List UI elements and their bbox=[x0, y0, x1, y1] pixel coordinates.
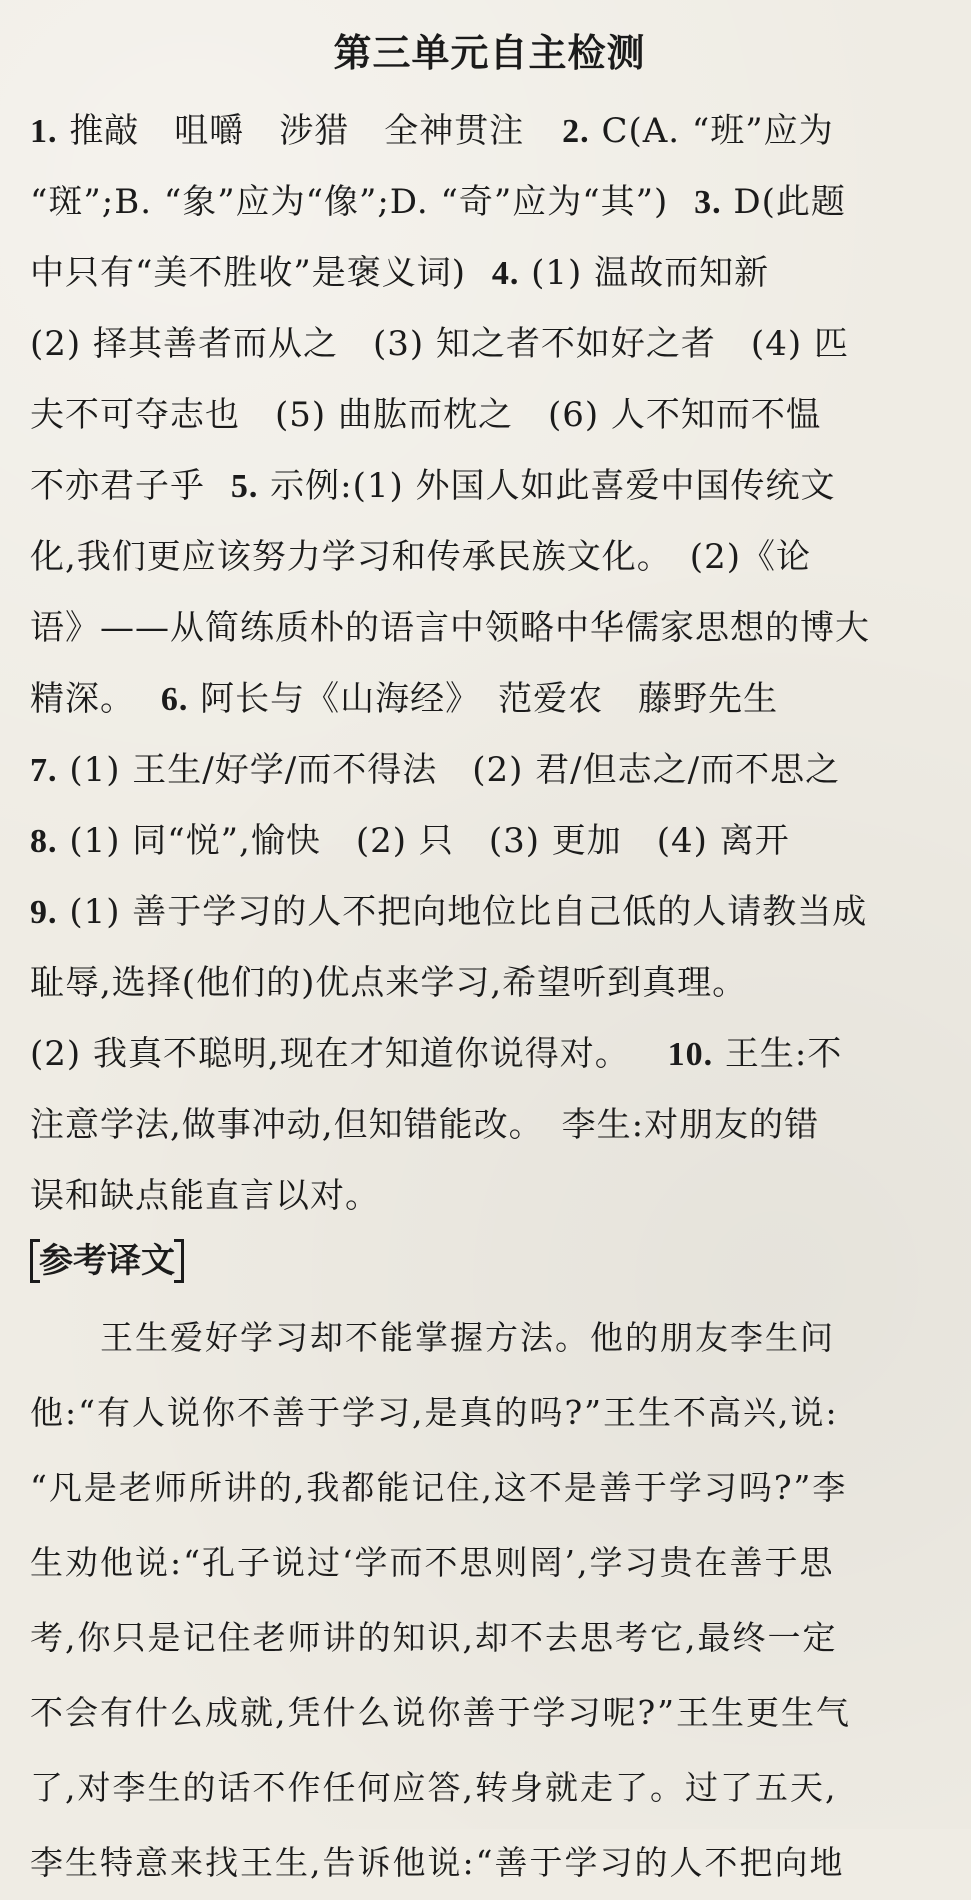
section-header bbox=[30, 1234, 949, 1300]
q4-answer-start: (1) 温故而知新 bbox=[531, 253, 770, 293]
answer-line-16: 误和缺点能直言以对。 bbox=[30, 1176, 380, 1216]
q2-answer-end: “斑”;B. “象”应为“像”;D. “奇”应为“其”) bbox=[30, 182, 669, 222]
q5-answer-start: 示例:(1) 外国人如此喜爱中国传统文 bbox=[270, 466, 836, 506]
answer-line-4: (2) 择其善者而从之 (3) 知之者不如好之者 (4) 匹 bbox=[30, 324, 849, 364]
translation-line-7: 了,对李生的话不作任何应答,转身就走了。过了五天, bbox=[30, 1768, 838, 1807]
translation-line-1 bbox=[30, 1300, 949, 1375]
translation-text: 王生爱好学习却不能掌握方法。他的朋友李生问 bbox=[100, 1318, 835, 1357]
answer-line-12 bbox=[30, 877, 949, 948]
q6-answer: 阿长与《山海经》 范爱农 藤野先生 bbox=[200, 679, 779, 719]
q4-number: 4. bbox=[491, 255, 520, 292]
q1-answer: 推敲 咀嚼 涉猎 全神贯注 bbox=[69, 111, 525, 151]
answer-line-8: 语》——从简练质朴的语言中领略中华儒家思想的博大 bbox=[30, 608, 870, 648]
q9-answer-end: (2) 我真不聪明,现在才知道你说得对。 bbox=[30, 1034, 630, 1074]
q2-answer-start: C(A. “班”应为 bbox=[601, 111, 834, 151]
q4-answer-end: 不亦君子乎 bbox=[30, 466, 205, 506]
answer-line-13: 耻辱,选择(他们的)优点来学习,希望听到真理。 bbox=[30, 963, 748, 1003]
translation-line-2: 他:“有人说你不善于学习,是真的吗?”王生不高兴,说: bbox=[30, 1393, 839, 1432]
answer-line-9 bbox=[30, 664, 949, 735]
answer-line-2 bbox=[30, 167, 949, 238]
answer-line-1 bbox=[30, 96, 949, 167]
q3-answer-end: 中只有“美不胜收”是褒义词) bbox=[30, 253, 467, 293]
translation-line-4: 生劝他说:“孔子说过‘学而不思则罔’,学习贵在善于思 bbox=[30, 1543, 835, 1582]
q3-number: 3. bbox=[694, 184, 722, 221]
answer-line-3 bbox=[30, 238, 949, 309]
page-title: 第三单元自主检测 bbox=[333, 31, 646, 75]
translation-line-5: 考,你只是记住老师讲的知识,却不去思考它,最终一定 bbox=[30, 1618, 838, 1657]
q5-answer-end: 精深。 bbox=[30, 679, 135, 719]
answer-line-6 bbox=[30, 451, 949, 522]
q1-number: 1. bbox=[30, 113, 58, 150]
answer-line-15: 注意学法,做事冲动,但知错能改。 李生:对朋友的错 bbox=[30, 1105, 820, 1145]
answer-line-14 bbox=[30, 1019, 949, 1090]
translation-line-6: 不会有什么成就,凭什么说你善于学习呢?”王生更生气 bbox=[30, 1693, 852, 1732]
q8-answer: (1) 同“悦”,愉快 (2) 只 (3) 更加 (4) 离开 bbox=[69, 821, 790, 861]
q10-answer-start: 王生:不 bbox=[724, 1034, 843, 1074]
q2-number: 2. bbox=[562, 113, 590, 150]
answer-line-11 bbox=[30, 806, 949, 877]
answer-line-10 bbox=[30, 735, 949, 806]
q10-number: 10. bbox=[667, 1036, 714, 1073]
translation-line-8: 李生特意来找王生,告诉他说:“善于学习的人不把向地 bbox=[30, 1843, 845, 1882]
q5-number: 5. bbox=[230, 468, 259, 505]
q7-answer: (1) 王生/好学/而不得法 (2) 君/但志之/而不思之 bbox=[69, 750, 841, 790]
translation-line-3: “凡是老师所讲的,我都能记住,这不是善于学习吗?”李 bbox=[30, 1468, 848, 1507]
q9-number: 9. bbox=[30, 894, 58, 931]
q9-answer-start: (1) 善于学习的人不把向地位比自己低的人请教当成 bbox=[69, 892, 868, 932]
answer-block bbox=[30, 96, 949, 1232]
q8-number: 8. bbox=[30, 823, 58, 860]
q7-number: 7. bbox=[30, 752, 58, 789]
answer-line-7: 化,我们更应该努力学习和传承民族文化。 (2)《论 bbox=[30, 537, 811, 577]
section-title: 参考译文 bbox=[30, 1239, 184, 1283]
answer-line-5: 夫不可夺志也 (5) 曲肱而枕之 (6) 人不知而不愠 bbox=[30, 395, 821, 435]
q3-answer-start: D(此题 bbox=[733, 182, 846, 222]
q6-number: 6. bbox=[160, 681, 189, 718]
translation-block bbox=[30, 1300, 949, 1900]
